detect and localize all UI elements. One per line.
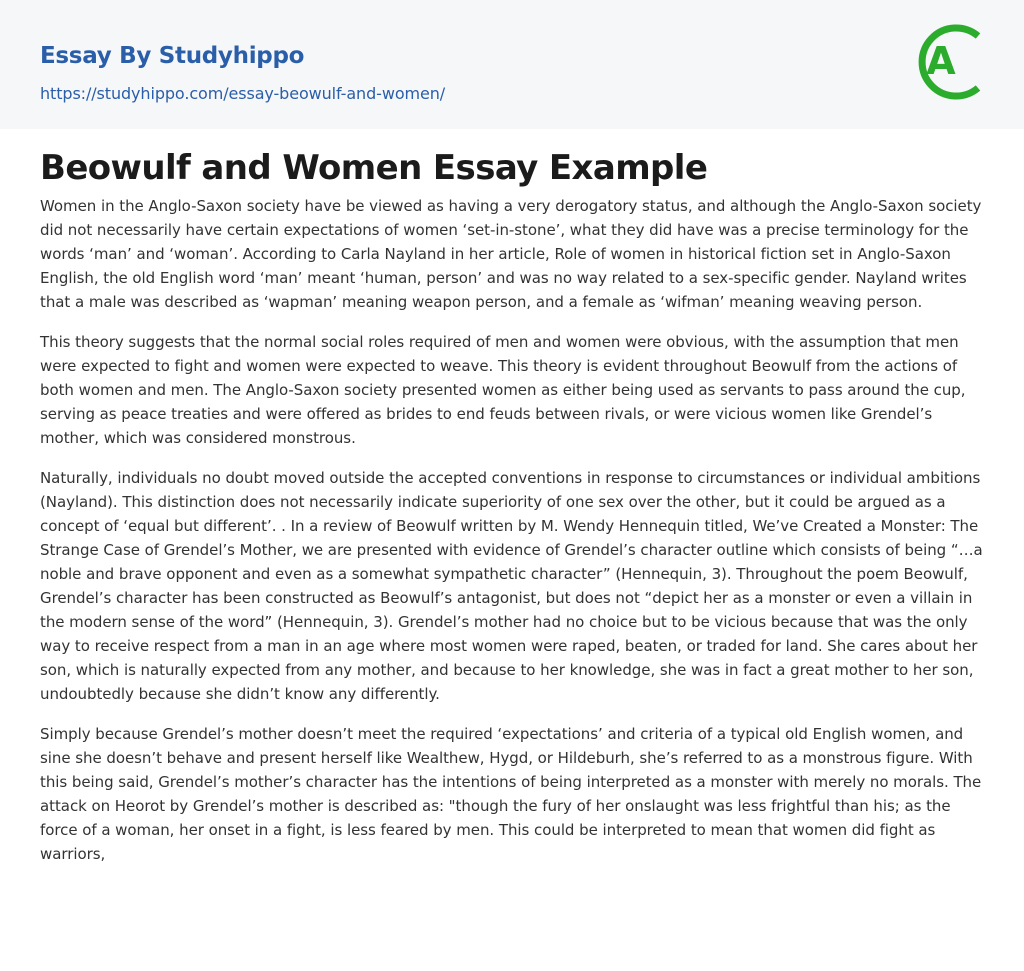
brand-title: Essay By Studyhippo	[40, 43, 305, 69]
site-header	[0, 0, 1024, 129]
article	[40, 142, 990, 882]
logo-letter: A	[926, 39, 956, 83]
paragraph-2: This theory suggests that the normal social roles required of men and women were obvious, with the assumption that men were expected to fight and women were expected to weave. This theory is evident throughout Beowulf from the actions of both women and men. The Anglo-Saxon society presented women as either being used as servants to pass around the cup, serving as peace treaties and were offered as brides to end feuds between rivals, or were vicious women like Grendel’s mother, which was considered monstrous.	[40, 333, 966, 447]
studyhippo-logo-icon[interactable]	[914, 20, 986, 104]
paragraph-4: Simply because Grendel’s mother doesn’t meet the required ‘expectations’ and criteria of a typical old English women, and sine she doesn’t behave and present herself like Wealthew, Hygd, or Hildeburh, she’s referred to as a monstrous figure. With this being said, Grendel’s mother’s character has the intentions of being interpreted as a monster with merely no morals. The attack on Heorot by Grendel’s mother is described as: "though the fury of her onslaught was less frightful than his; as the force of a woman, her onset in a fight, is less feared by men. This could be interpreted to mean that women did fight as warriors,	[40, 725, 982, 863]
paragraph-3: Naturally, individuals no doubt moved outside the accepted conventions in response to circumstances or individual ambitions (Nayland). This distinction does not necessarily indicate superiority of one sex over the other, but it could be argued as a concept of ‘equal but different’. . In a review of Beowulf written by M. Wendy Hennequin titled, We’ve Created a Monster: The Strange Case of Grendel’s Mother, we are presented with evidence of Grendel’s character outline which consists of being “…a noble and brave opponent and even as a somewhat sympathetic character” (Hennequin, 3). Throughout the poem Beowulf, Grendel’s character has been constructed as Beowulf’s antagonist, but does not “depict her as a monster or even a villain in the modern sense of the word” (Hennequin, 3). Grendel’s mother had no choice but to be vicious because that was the only way to receive respect from a man in an age where most women were raped, beaten, or traded for land. She cares about her son, which is naturally expected from any mother, and because to her knowledge, she was in fact a great mother to her son, undoubtedly because she didn’t know any differently.	[40, 469, 983, 703]
paragraph-1: Women in the Anglo-Saxon society have be viewed as having a very derogatory status, and although the Anglo-Saxon society did not necessarily have certain expectations of women ‘set-in-stone’, what they did have was a precise terminology for the words ‘man’ and ‘woman’. According to Carla Nayland in her article, Role of women in historical fiction set in Anglo-Saxon English, the old English word ‘man’ meant ‘human, person’ and was no way related to a sex-specific gender. Nayland writes that a male was described as ‘wapman’ meaning weapon person, and a female as ‘wifman’ meaning weaving person.	[40, 197, 982, 311]
source-url-link[interactable]: https://studyhippo.com/essay-beowulf-and-women/	[40, 84, 446, 103]
page-title: Beowulf and Women Essay Example	[40, 148, 708, 188]
